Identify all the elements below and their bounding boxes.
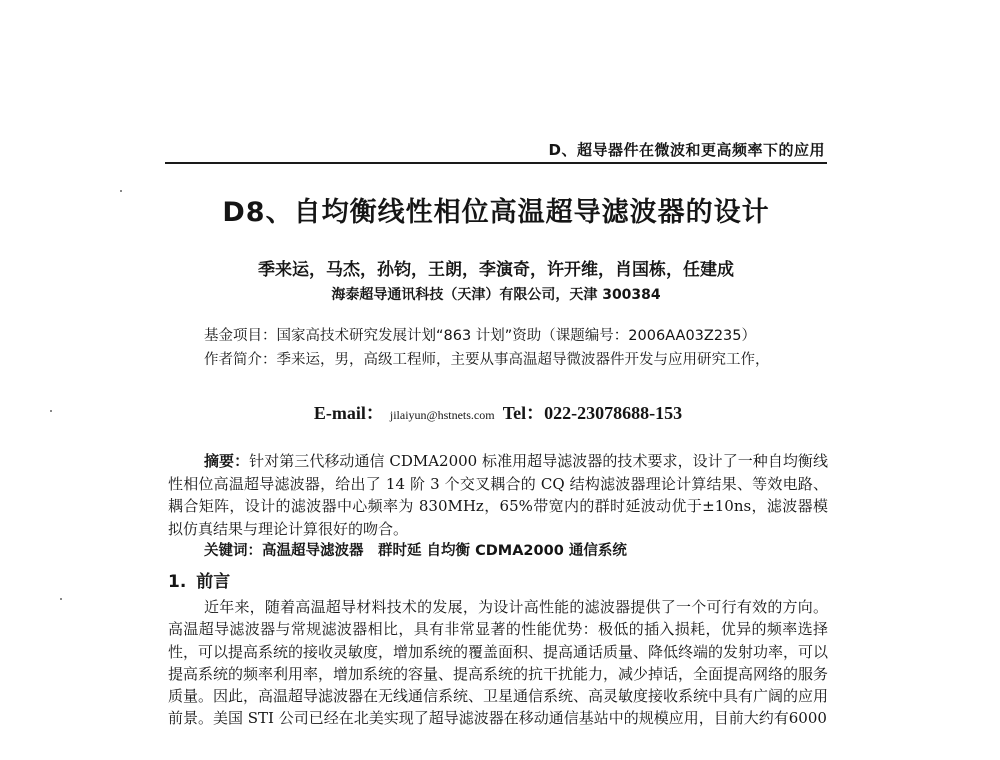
header-rule [165,162,827,164]
section-body: 近年来，随着高温超导材料技术的发展，为设计高性能的滤波器提供了一个可行有效的方向。高温超导滤波器与常规滤波器相比，具有非常显著的性能优势：极低的插入损耗，优异的频率选择性，可以提高系统的接收灵敏度，增加系统的覆盖面积、提高通话质量、降低终端的发射功率，可以提高系统的频率利用率，增加系统的容量、提高系统的抗干扰能力，减少掉话，全面提高网络的服务质量。因此，高温超导滤波器在无线通信系统、卫星通信系统、高灵敏度接收系统中具有广阔的应用前景。美国 STI 公司已经在北美实现了超导滤波器在移动通信基站中的规模应用，目前大约有6000 [168,598,829,728]
scan-speck [50,410,52,412]
scan-speck [120,190,122,192]
funding-note: 基金项目：国家高技术研究发展计划“863 计划”资助（课题编号：2006AA03Z235） [204,328,757,344]
scan-speck [60,598,62,600]
email-label: E-mail： [313,403,384,423]
contact-line [168,399,828,425]
running-header: D、超导器件在微波和更高频率下的应用 [548,141,825,159]
email-address: jilaiyun@hstnets.com [389,408,495,422]
author-list: 季来运，马杰，孙钧，王朗，李演奇，许开维，肖国栋，任建成 [258,260,734,280]
paper-title: D8、自均衡线性相位高温超导滤波器的设计 [222,197,770,228]
abstract [168,450,828,540]
telephone: Tel：022-23078688-153 [502,403,683,423]
keywords: 关键词：高温超导滤波器 群时延 自均衡 CDMA2000 通信系统 [204,543,627,559]
affiliation: 海泰超导通讯科技（天津）有限公司，天津 300384 [331,287,661,303]
author-bio: 作者简介：季来运，男，高级工程师，主要从事高温超导微波器件开发与应用研究工作， [204,352,770,368]
section-number: 1. [168,572,187,592]
section-heading [168,567,230,592]
abstract-label: 摘要： [204,452,250,470]
abstract-text: 针对第三代移动通信 CDMA2000 标准用超导滤波器的技术要求，设计了一种自均衡线性相位高温超导滤波器，给出了 14 阶 3 个交叉耦合的 CQ 结构滤波器理论计算结果、等效电路、耦合矩阵，设计的滤波器中心频率为 830MHz，65%带宽内的群时延波动优于±10ns，滤波器模拟仿真结果与理论计算很好的吻合。 [168,452,828,538]
section-title-text: 前言 [196,572,231,592]
